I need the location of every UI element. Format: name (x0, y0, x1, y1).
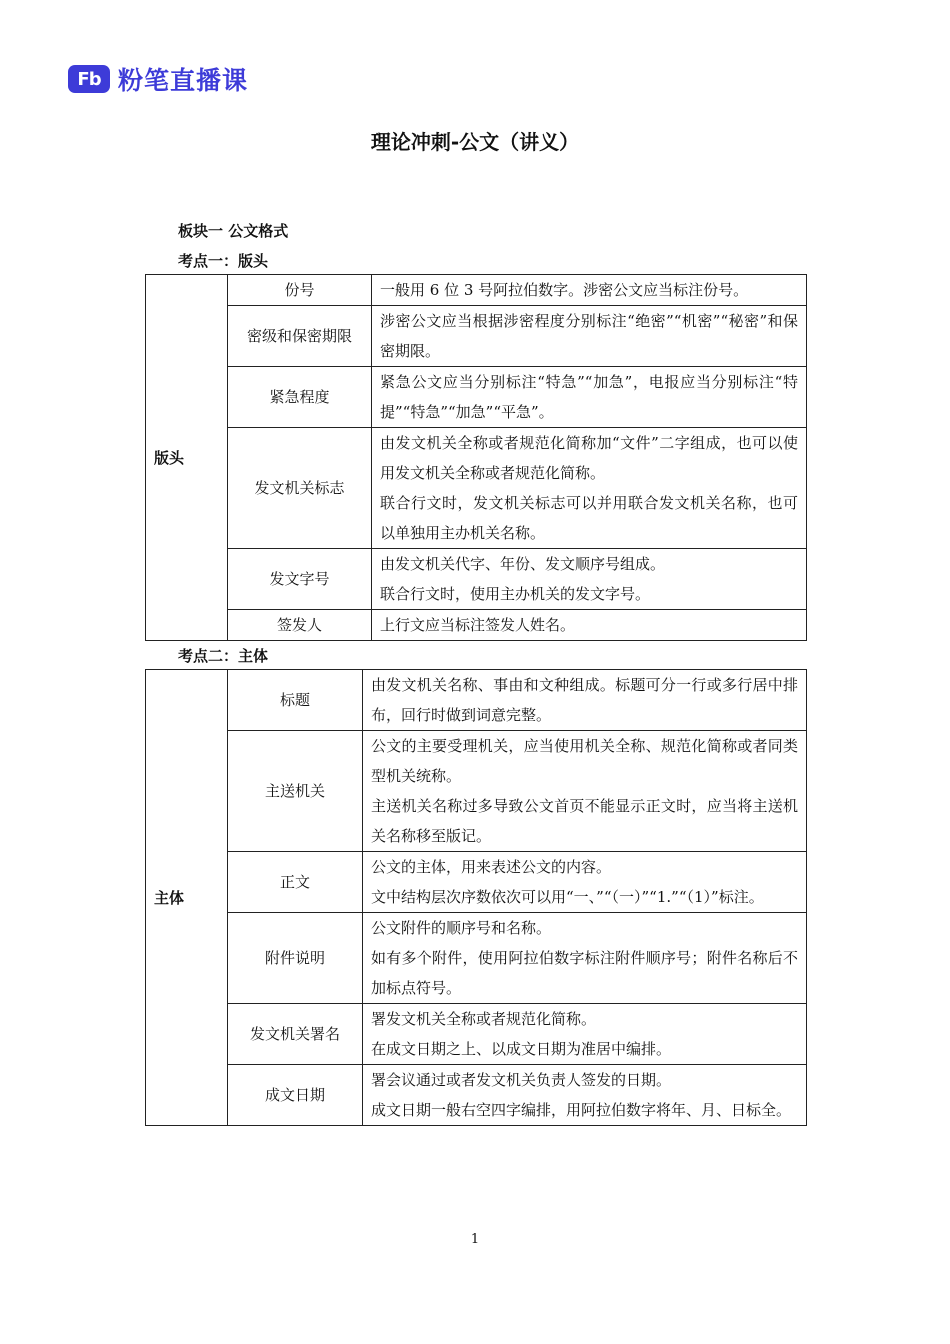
table-row (146, 275, 807, 306)
point-heading-2: 考点二：主体 (178, 647, 269, 665)
description-line: 成文日期一般右空四字编排，用阿拉伯数字将年、月、日标全。 (371, 1101, 792, 1119)
table-row (146, 428, 807, 549)
description-line: 署会议通过或者发文机关负责人签发的日期。 (371, 1071, 672, 1089)
item-description (372, 367, 807, 428)
item-description (363, 670, 807, 731)
point-heading-1: 考点一：版头 (178, 252, 269, 270)
table-row (146, 367, 807, 428)
page-number: 1 (470, 1232, 480, 1247)
table-row (146, 610, 807, 641)
item-label: 成文日期 (228, 1065, 363, 1126)
item-description (363, 1065, 807, 1126)
table-row (146, 852, 807, 913)
description-line: 紧急公文应当分别标注“特急”“加急”，电报应当分别标注“特提”“特急”“加急”“平急”。 (380, 373, 798, 421)
page-title: 理论冲刺-公文（讲义） (370, 130, 580, 154)
table-row (146, 1065, 807, 1126)
table-masthead (145, 274, 807, 641)
item-label: 正文 (228, 852, 363, 913)
item-label: 标题 (228, 670, 363, 731)
item-label: 发文机关署名 (228, 1004, 363, 1065)
description-line: 由发文机关全称或者规范化简称加“文件”二字组成，也可以使用发文机关全称或者规范化简称。 (380, 434, 798, 482)
table-row (146, 913, 807, 1004)
brand-name: 粉笔直播课 (118, 66, 249, 95)
category-cell: 主体 (146, 670, 228, 1126)
description-line: 主送机关名称过多导致公文首页不能显示正文时，应当将主送机关名称移至版记。 (371, 797, 798, 845)
description-line: 文中结构层次序数依次可以用“一、”“（一）”“1.”“（1）”标注。 (371, 888, 764, 906)
item-description (372, 428, 807, 549)
fb-logo-icon: Fb (68, 65, 110, 93)
description-line: 由发文机关代字、年份、发文顺序号组成。 (380, 555, 666, 573)
item-label: 紧急程度 (228, 367, 372, 428)
item-description (363, 913, 807, 1004)
description-line: 涉密公文应当根据涉密程度分别标注“绝密”“机密”“秘密”和保密期限。 (380, 312, 798, 360)
item-description (372, 275, 807, 306)
description-line: 一般用 6 位 3 号阿拉伯数字。涉密公文应当标注份号。 (380, 281, 749, 299)
table-row (146, 549, 807, 610)
description-line: 联合行文时，发文机关标志可以并用联合发文机关名称，也可以单独用主办机关名称。 (380, 494, 798, 542)
item-label: 主送机关 (228, 731, 363, 852)
description-line: 公文附件的顺序号和名称。 (371, 919, 552, 937)
description-line: 如有多个附件，使用阿拉伯数字标注附件顺序号；附件名称后不加标点符号。 (371, 949, 798, 997)
item-description (372, 549, 807, 610)
description-line: 由发文机关名称、事由和文种组成。标题可分一行或多行居中排布，回行时做到词意完整。 (371, 676, 798, 724)
description-line: 公文的主要受理机关，应当使用机关全称、规范化简称或者同类型机关统称。 (371, 737, 798, 785)
item-description (363, 731, 807, 852)
description-line: 上行文应当标注签发人姓名。 (380, 616, 576, 634)
item-label: 发文机关标志 (228, 428, 372, 549)
table-body (145, 669, 807, 1126)
item-label: 份号 (228, 275, 372, 306)
brand-logo (68, 62, 248, 96)
description-line: 联合行文时，使用主办机关的发文字号。 (380, 585, 651, 603)
item-label: 签发人 (228, 610, 372, 641)
item-label: 发文字号 (228, 549, 372, 610)
table-row (146, 731, 807, 852)
table-row (146, 670, 807, 731)
item-description (363, 1004, 807, 1065)
item-description (372, 610, 807, 641)
item-label: 密级和保密期限 (228, 306, 372, 367)
category-cell: 版头 (146, 275, 228, 641)
item-description (372, 306, 807, 367)
section-heading: 板块一 公文格式 (178, 222, 289, 240)
table-row (146, 1004, 807, 1065)
description-line: 在成文日期之上、以成文日期为准居中编排。 (371, 1040, 672, 1058)
description-line: 公文的主体，用来表述公文的内容。 (371, 858, 612, 876)
item-label: 附件说明 (228, 913, 363, 1004)
item-description (363, 852, 807, 913)
table-row (146, 306, 807, 367)
description-line: 署发文机关全称或者规范化简称。 (371, 1010, 597, 1028)
